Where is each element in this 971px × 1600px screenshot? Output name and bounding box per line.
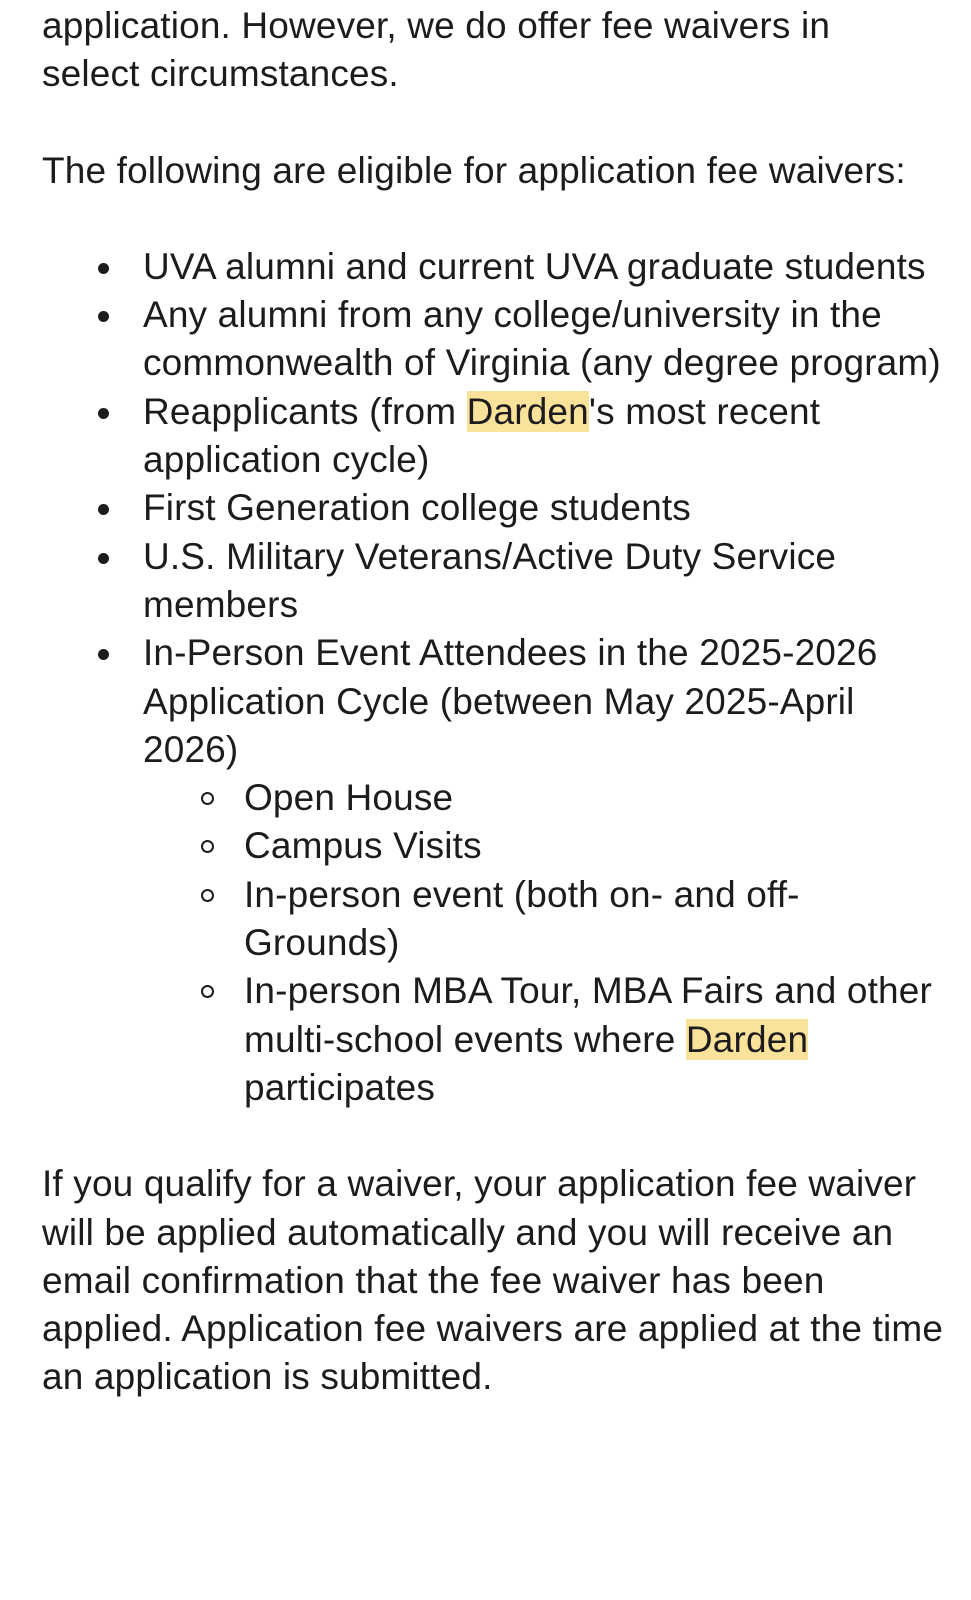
reapplicants-text-before: Reapplicants (from (143, 390, 467, 432)
paragraph-fee-intro-line-2: select circumstances. (42, 53, 399, 95)
eligibility-list (42, 243, 947, 1112)
reapplicants-text-after: 's most recent application cycle) (143, 390, 821, 481)
search-highlight-darden: Darden (685, 1018, 809, 1060)
event-attendees-text: In-Person Event Attendees in the 2025-2026 Application Cycle (between May 2025-April 2026) (143, 632, 878, 770)
paragraph-waiver-applied: If you qualify for a waiver, your application fee waiver will be applied automatically and you will receive an email confirmation that the fee waiver has been applied. Application fee waivers are applied at the time an application is submitted. (42, 1163, 944, 1398)
search-highlight-darden: Darden (466, 390, 589, 432)
paragraph-fee-intro-line-1: application. However, we do offer fee waivers in (42, 5, 831, 46)
sub-item-mba-tour (244, 967, 947, 1112)
list-item-virginia-alumni: Any alumni from any college/university in the commonwealth of Virginia (any degree program) (143, 291, 947, 388)
list-item-uva-alumni: UVA alumni and current UVA graduate students (143, 243, 947, 291)
mba-tour-text-before: In-person MBA Tour, MBA Fairs and other multi-school events where (244, 970, 932, 1060)
eligibility-intro: The following are eligible for application fee waivers: (42, 149, 906, 191)
mba-tour-text-after: participates (244, 1066, 436, 1108)
sub-item-open-house: Open House (244, 774, 947, 822)
list-item-first-generation: First Generation college students (143, 484, 947, 532)
list-item-event-attendees (143, 629, 947, 1112)
sub-item-campus-visits: Campus Visits (244, 822, 947, 870)
list-item-military: U.S. Military Veterans/Active Duty Service members (143, 533, 947, 630)
sub-item-in-person-event: In-person event (both on- and off-Grounds) (244, 871, 947, 968)
event-types-list (143, 774, 947, 1112)
article-content (42, 2, 947, 1402)
list-item-reapplicants (143, 388, 947, 485)
paragraph-fee-intro (42, 2, 947, 99)
